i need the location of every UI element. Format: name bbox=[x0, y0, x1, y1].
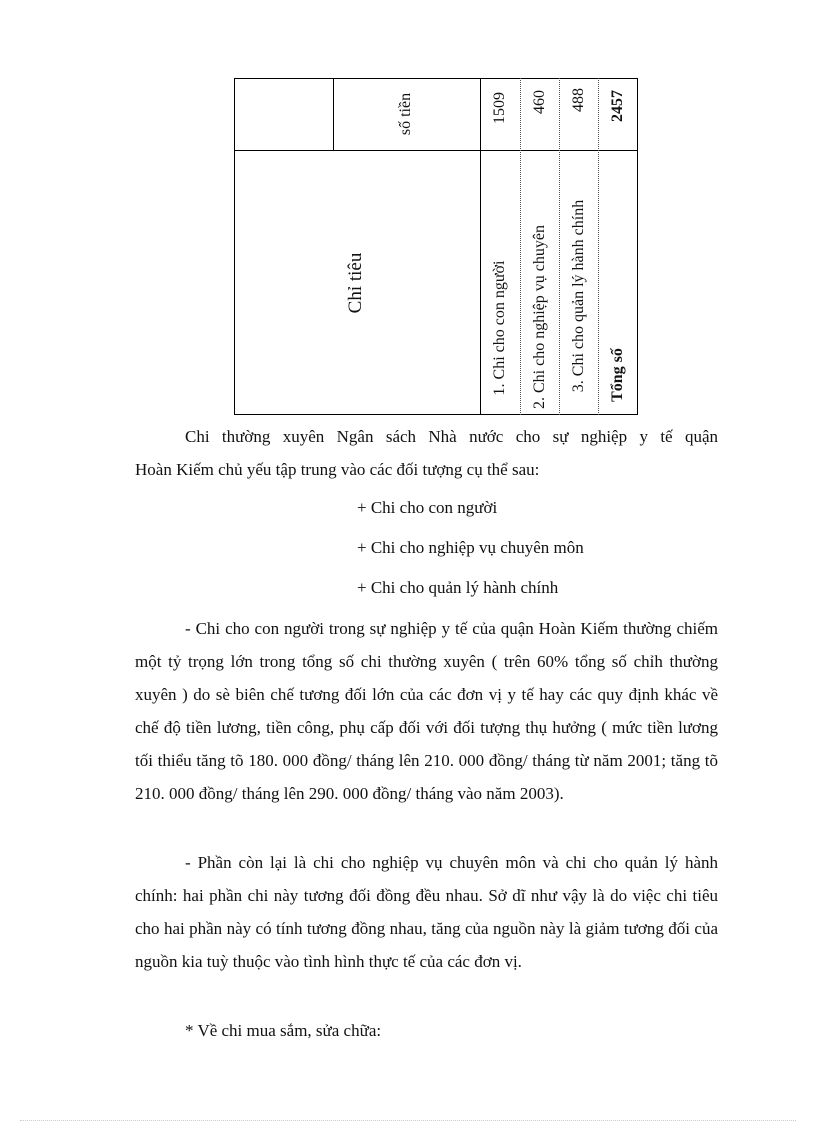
para-2: - Chi cho con người trong sự nghiệp y tế của quận Hoàn Kiếm thường chiếm một tỷ trọng lớn trong tổng số chi thường xuyên ( trên 60% tổng số chỉh thường xuyên ) do sè biên chế tương đối lớn của các đơn vị y tế hay các quy định khác về chế độ tiền lương, tiền công, phụ cấp đối với đối tượng thụ hưởng ( mức tiền lương tối thiểu tăng tõ 180. 000 đồng/ tháng lên 210. 000 đồng/ tháng từ năm 2001; tăng tõ 210. 000 đồng/ tháng lên 290. 000 đồng/ tháng vào năm 2003). bbox=[135, 619, 718, 803]
para-3: - Phần còn lại là chi cho nghiệp vụ chuyên môn và chi cho quản lý hành chính: hai phần chi này tương đối đồng đều nhau. Sở dĩ như vậy là do việc chi tiêu cho hai phần này có tính tương đồng nhau, tăng của nguồn này là giảm tương đối của nguồn kia tuỳ thuộc vào tình hình thực tế của các đơn vị. bbox=[135, 853, 718, 971]
page-footer-divider bbox=[20, 1120, 796, 1121]
bullet-2: + Chi cho nghiệp vụ chuyên môn bbox=[357, 538, 584, 557]
para-1-line-2: Hoàn Kiếm chủ yếu tập trung vào các đối tượng cụ thể sau: bbox=[135, 460, 540, 479]
expenditure-table: Chỉ tiêu số tiền 1509 460 488 2457 1. Chi cho con người 2. Chi cho nghiệp vụ chuyên 3. Chi cho quản lý hành chính Tổng số bbox=[234, 78, 638, 415]
para-4: * Về chi mua sắm, sửa chữa: bbox=[185, 1021, 382, 1040]
bullet-1: + Chi cho con người bbox=[357, 498, 498, 517]
para-1-line-1: Chi thường xuyên Ngân sách Nhà nước cho sự nghiệp y tế quận bbox=[185, 427, 718, 446]
bullet-3: + Chi cho quản lý hành chính bbox=[357, 578, 559, 597]
